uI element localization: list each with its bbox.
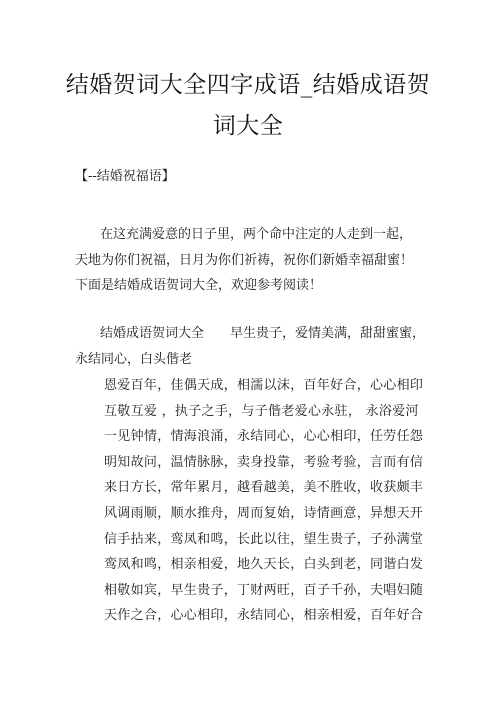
document-title-line-1: 结婚贺词大全四字成语_结婚成语贺 — [65, 72, 431, 98]
idiom-line: 互敬互爱 ，执子之手，与子偕老爱心永驻， 永浴爱河 — [104, 403, 419, 419]
idiom-line: 信手拈来，鸾凤和鸣，长此以往，望生贵子，子孙满堂 — [104, 531, 424, 547]
idiom-line: 来日方长，常年累月，越看越美，美不胜收，收获颇丰 — [104, 480, 424, 496]
heading-line-1: 结婚成语贺词大全 早生贵子，爱情美满，甜甜蜜蜜， — [100, 326, 426, 341]
intro-line-2: 天地为你们祝福，日月为你们祈祷，祝你们新婚幸福甜蜜！ — [75, 253, 414, 268]
idiom-line: 风调雨顺，顺水推舟，周而复始，诗情画意，异想天开 — [104, 505, 424, 521]
idiom-list — [104, 373, 434, 629]
idiom-line: 明知故问，温情脉脉，卖身投靠，考验考验，言而有信 — [104, 454, 424, 470]
intro-line-3: 下面是结婚成语贺词大全，欢迎参考阅读！ — [75, 278, 323, 293]
intro-line-1: 在这充满爱意的日子里，两个命中注定的人走到一起， — [100, 227, 413, 242]
idiom-line: 恩爱百年，佳偶天成，相濡以沫，百年好合，心心相印 — [104, 378, 424, 393]
idiom-line: 一见钟情，情海浪涌，永结同心，心心相印，任劳任怨 — [104, 429, 424, 445]
idiom-line: 相敬如宾，早生贵子，丁财两旺，百子千孙，夫唱妇随 — [104, 582, 424, 598]
idiom-line: 天作之合，心心相印，永结同心，相亲相爱，百年好合 — [104, 608, 424, 624]
heading-line-2: 永结同心，白头偕老 — [75, 352, 193, 367]
document-title-line-2: 词大全 — [212, 113, 284, 139]
idiom-line: 鸾凤和鸣，相亲相爱，地久天长，白头到老，同谐白发 — [104, 557, 424, 573]
section-tag: 【--结婚祝福语】 — [75, 169, 175, 184]
